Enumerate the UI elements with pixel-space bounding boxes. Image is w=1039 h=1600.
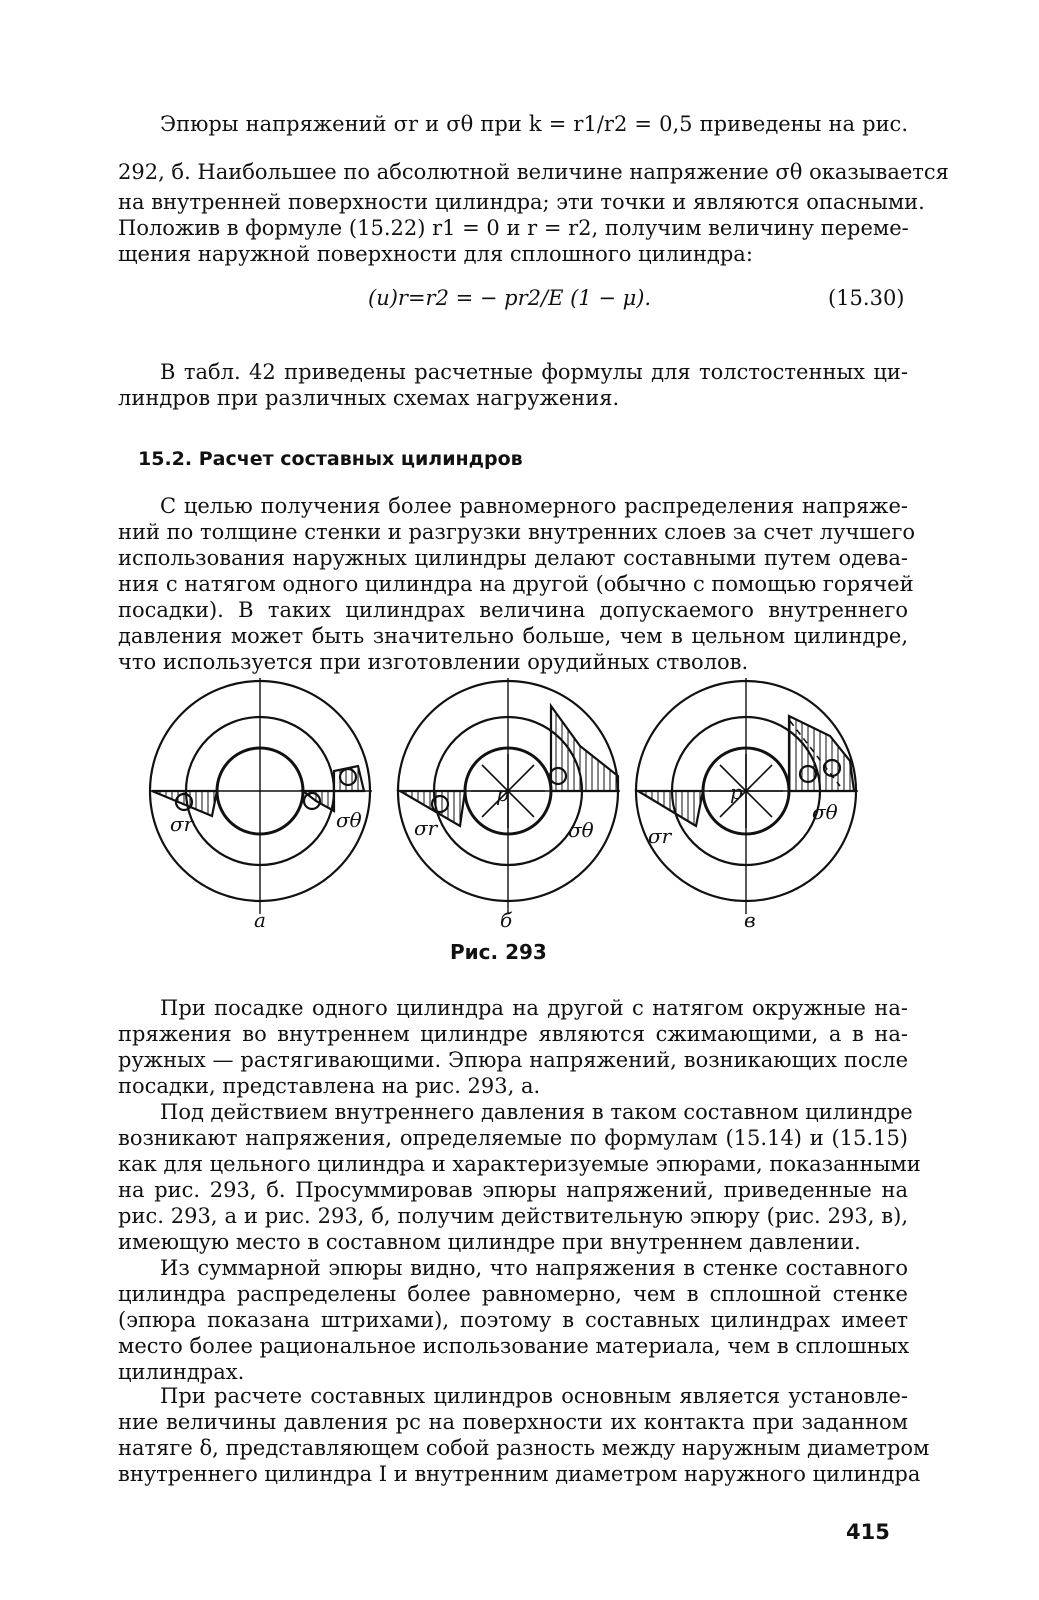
text-line: При посадке одного цилиндра на другой с натягом окружные на- [160,996,908,1020]
equation: (u)r=r2 = − pr2/E (1 − μ). [368,286,652,310]
text-line: цилиндра распределены более равномерно, чем в сплошной стенке [118,1282,908,1306]
text-line: ний по толщине стенки и разгрузки внутренних слоев за счет лучшего [118,520,915,544]
label-sigma-r-c: σr [648,824,672,848]
label-sigma-theta-c: σθ [812,800,838,824]
text-line: В табл. 42 приведены расчетные формулы для толстостенных ци- [160,360,908,384]
text-line: При расчете составных цилиндров основным является установле- [160,1384,908,1408]
subfigure-label-b: б [500,908,513,932]
text-line: внутреннего цилиндра I и внутренним диаметром наружного цилиндра [118,1462,921,1486]
text-line: возникают напряжения, определяемые по формулам (15.14) и (15.15) [118,1126,908,1150]
diagram-c [636,678,858,914]
text-line: на внутренней поверхности цилиндра; эти точки и являются опасными. [118,190,925,214]
text-line: место более рациональное использование материала, чем в сплошных [118,1334,910,1358]
text-line: на рис. 293, б. Просуммировав эпюры напряжений, приведенные на [118,1178,908,1202]
text-line: посадки, представлена на рис. 293, а. [118,1074,541,1098]
diagram-a [150,678,372,914]
diagram-b [398,678,620,914]
text-line: использования наружных цилиндры делают составными путем одева- [118,546,908,570]
text-line: давления может быть значительно больше, чем в цельном цилиндре, [118,624,908,648]
label-pressure-b: p [496,782,509,806]
text-line: что используется при изготовлении орудийных стволов. [118,650,749,674]
page-number: 415 [846,1520,890,1544]
text-line: Под действием внутреннего давления в таком составном цилиндре [160,1100,913,1124]
section-heading: 15.2. Расчет составных цилиндров [138,448,523,470]
label-sigma-r-a: σr [170,812,194,836]
label-pressure-c: p [730,780,743,804]
text-line: Эпюры напряжений σr и σθ при k = r1/r2 = 0,5 приведены на рис. [160,112,908,136]
label-sigma-theta-b: σθ [568,818,594,842]
text-line: щения наружной поверхности для сплошного цилиндра: [118,242,753,266]
label-sigma-theta-a: σθ [336,808,362,832]
text-line: 292, б. Наибольшее по абсолютной величине напряжение σθ оказывается [118,160,949,184]
text-line: натяге δ, представляющем собой разность между наружным диаметром [118,1436,930,1460]
text-line: Из суммарной эпюры видно, что напряжения в стенке составного [160,1256,908,1280]
text-line: ние величины давления pc на поверхности их контакта при заданном [118,1410,908,1434]
subfigure-label-c: в [744,908,756,932]
text-line: С целью получения более равномерного распределения напряже- [160,494,908,518]
text-line: как для цельного цилиндра и характеризуемые эпюрами, показанными [118,1152,921,1176]
label-sigma-r-b: σr [414,816,438,840]
text-line: (эпюра показана штрихами), поэтому в составных цилиндрах имеет [118,1308,908,1332]
text-line: имеющую место в составном цилиндре при внутреннем давлении. [118,1230,861,1254]
stress-diagram-figure [140,676,900,936]
text-line: цилиндрах. [118,1360,245,1384]
text-line: ружных — растягивающими. Эпюра напряжений, возникающих после [118,1048,908,1072]
text-line: рис. 293, а и рис. 293, б, получим действительную эпюру (рис. 293, в), [118,1204,908,1228]
subfigure-label-a: а [254,908,266,932]
text-line: Положив в формуле (15.22) r1 = 0 и r = r2, получим величину переме- [118,216,909,240]
text-line: ния с натягом одного цилиндра на другой (обычно с помощью горячей [118,572,914,596]
text-line: пряжения во внутреннем цилиндре являются сжимающими, а в на- [118,1022,908,1046]
text-line: линдров при различных схемах нагружения. [118,386,620,410]
equation-number: (15.30) [828,286,905,310]
figure-caption: Рис. 293 [450,940,547,964]
text-line: посадки). В таких цилиндрах величина допускаемого внутреннего [118,598,908,622]
